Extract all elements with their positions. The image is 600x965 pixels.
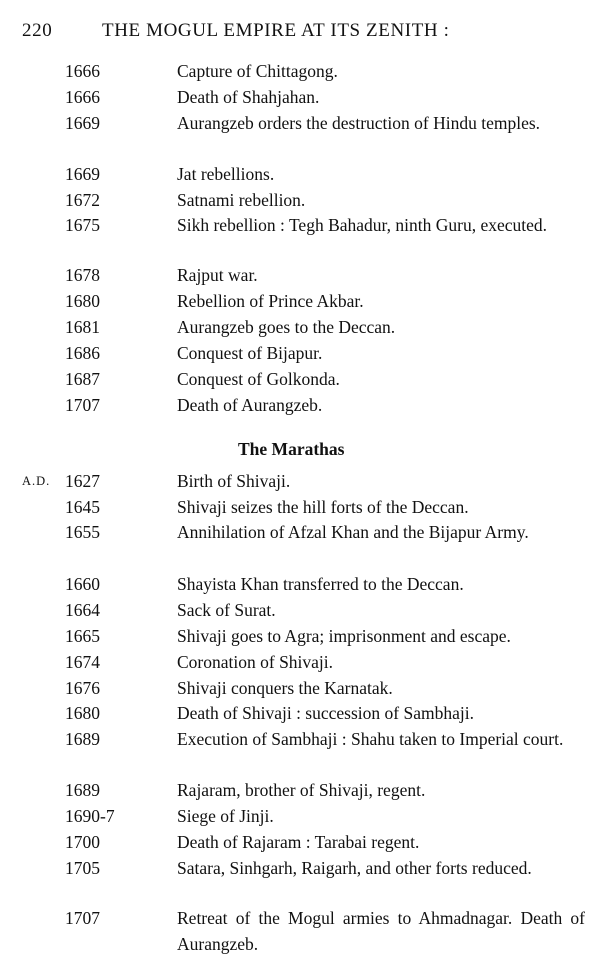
running-title: THE MOGUL EMPIRE AT ITS ZENITH : <box>102 20 450 41</box>
entry-year: 1707 <box>65 395 100 415</box>
entry-event: Death of Aurangzeb. <box>177 395 323 415</box>
entry-year: 1675 <box>65 215 100 235</box>
entry-event: Rajaram, brother of Shivaji, regent. <box>177 780 426 800</box>
entry-event: Siege of Jinji. <box>177 806 274 826</box>
entry-event: Shayista Khan transferred to the Deccan. <box>177 574 464 594</box>
entry-year: 1669 <box>65 113 100 133</box>
entry-year: 1627 <box>65 471 100 491</box>
entry-event: Satara, Sinhgarh, Raigarh, and other forts reduced. <box>177 858 532 878</box>
entry-event: Death of Shahjahan. <box>177 87 320 107</box>
entry-event: Annihilation of Afzal Khan and the Bijapur Army. <box>177 522 529 542</box>
entry-event: Execution of Sambhaji : Shahu taken to Imperial court. <box>177 729 564 749</box>
entry-event: Birth of Shivaji. <box>177 471 291 491</box>
entry-year: 1660 <box>65 574 100 594</box>
entry-event: Retreat of the Mogul armies to Ahmadnagar. Death of Aurangzeb. <box>177 908 585 954</box>
entry-event: Aurangzeb goes to the Deccan. <box>177 317 396 337</box>
entry-year: 1678 <box>65 265 100 285</box>
entry-year: 1680 <box>65 291 100 311</box>
entry-year: 1664 <box>65 600 100 620</box>
entry-year: 1645 <box>65 497 100 517</box>
entry-event: Coronation of Shivaji. <box>177 652 334 672</box>
entry-year: 1689 <box>65 729 100 749</box>
page-header <box>22 20 582 42</box>
section-title: The Marathas <box>238 439 345 459</box>
entry-year: 1689 <box>65 780 100 800</box>
entry-event: Death of Shivaji : succession of Sambhaji. <box>177 703 474 723</box>
entry-year: 1666 <box>65 87 100 107</box>
entry-year: 1690-7 <box>65 806 115 826</box>
entry-event: Sikh rebellion : Tegh Bahadur, ninth Guru, executed. <box>177 215 548 235</box>
entry-year: 1705 <box>65 858 100 878</box>
entry-event: Conquest of Bijapur. <box>177 343 323 363</box>
entry-event: Death of Rajaram : Tarabai regent. <box>177 832 420 852</box>
entry-year: 1674 <box>65 652 100 672</box>
entry-event: Shivaji goes to Agra; imprisonment and escape. <box>177 626 511 646</box>
entry-year: 1666 <box>65 61 100 81</box>
entry-event: Jat rebellions. <box>177 164 275 184</box>
entry-year: 1707 <box>65 908 100 928</box>
entry-event: Rajput war. <box>177 265 258 285</box>
entry-year: 1680 <box>65 703 100 723</box>
era-label: A.D. <box>22 474 51 488</box>
entry-year: 1676 <box>65 678 100 698</box>
entry-year: 1672 <box>65 190 100 210</box>
entry-event: Shivaji conquers the Karnatak. <box>177 678 393 698</box>
entry-year: 1655 <box>65 522 100 542</box>
entry-event: Sack of Surat. <box>177 600 276 620</box>
entry-year: 1669 <box>65 164 100 184</box>
entry-event: Conquest of Golkonda. <box>177 369 340 389</box>
entry-year: 1687 <box>65 369 100 389</box>
page-number: 220 <box>22 20 53 41</box>
entry-event: Capture of Chittagong. <box>177 61 338 81</box>
entry-year: 1681 <box>65 317 100 337</box>
entry-event: Rebellion of Prince Akbar. <box>177 291 364 311</box>
entry-event: Satnami rebellion. <box>177 190 306 210</box>
entry-event: Aurangzeb orders the destruction of Hindu temples. <box>177 113 541 133</box>
entry-event: Shivaji seizes the hill forts of the Deccan. <box>177 497 469 517</box>
entry-year: 1665 <box>65 626 100 646</box>
entry-year: 1700 <box>65 832 100 852</box>
entry-year: 1686 <box>65 343 100 363</box>
